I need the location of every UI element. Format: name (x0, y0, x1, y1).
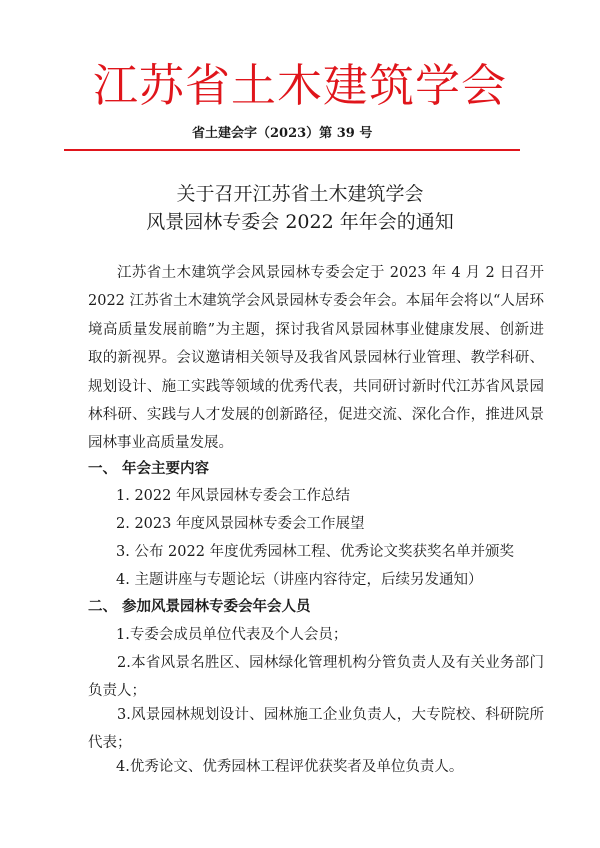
intro-paragraph: 江苏省土木建筑学会风景园林专委会定于 2023 年 4 月 2 日召开 2022 江苏省土木建筑学会风景园林专委会年会。本届年会将以“人居环境高质量发展前瞻”为主题，探讨我省风景园林事业健康发展、创新进取的新视界。会议邀请相关领导及我省风景园林行业管理、教学科研、规划设计、施工实践等领域的优秀代表，共同研讨新时代江苏省风景园林科研、实践与人才发展的创新路径，促进交流、深化合作，推进风景园林事业高质量发展。 (88, 265, 544, 452)
org-title: 江苏省土木建筑学会 (92, 59, 507, 112)
section-2-heading: 二、 参加风景园林专委会年会人员 (88, 598, 311, 615)
section-1-item: 1. 2022 年风景园林专委会工作总结 (116, 488, 350, 504)
document-title-line-1: 关于召开江苏省土木建筑学会 (176, 183, 424, 205)
section-2-item: 1.专委会成员单位代表及个人会员； (116, 627, 348, 643)
red-divider (64, 149, 520, 151)
document-number: 省土建会字（2023）第 39 号 (192, 126, 373, 141)
section-1-item: 3. 公布 2022 年度优秀园林工程、优秀论文奖获奖名单并颁奖 (116, 544, 515, 560)
section-2-item: 2.本省风景名胜区、园林绿化管理机构分管负责人及有关业务部门负责人； (88, 655, 544, 699)
section-2-item: 3.风景园林规划设计、园林施工企业负责人，大专院校、科研院所代表； (88, 707, 544, 751)
section-1-heading: 一、 年会主要内容 (88, 460, 210, 477)
section-2-item: 4.优秀论文、优秀园林工程评优获奖者及单位负责人。 (116, 759, 464, 775)
document-title-line-2: 风景园林专委会 2022 年年会的通知 (146, 211, 454, 233)
section-1-item: 4. 主题讲座与专题论坛（讲座内容待定，后续另发通知） (116, 572, 483, 588)
section-1-item: 2. 2023 年度风景园林专委会工作展望 (116, 516, 365, 532)
